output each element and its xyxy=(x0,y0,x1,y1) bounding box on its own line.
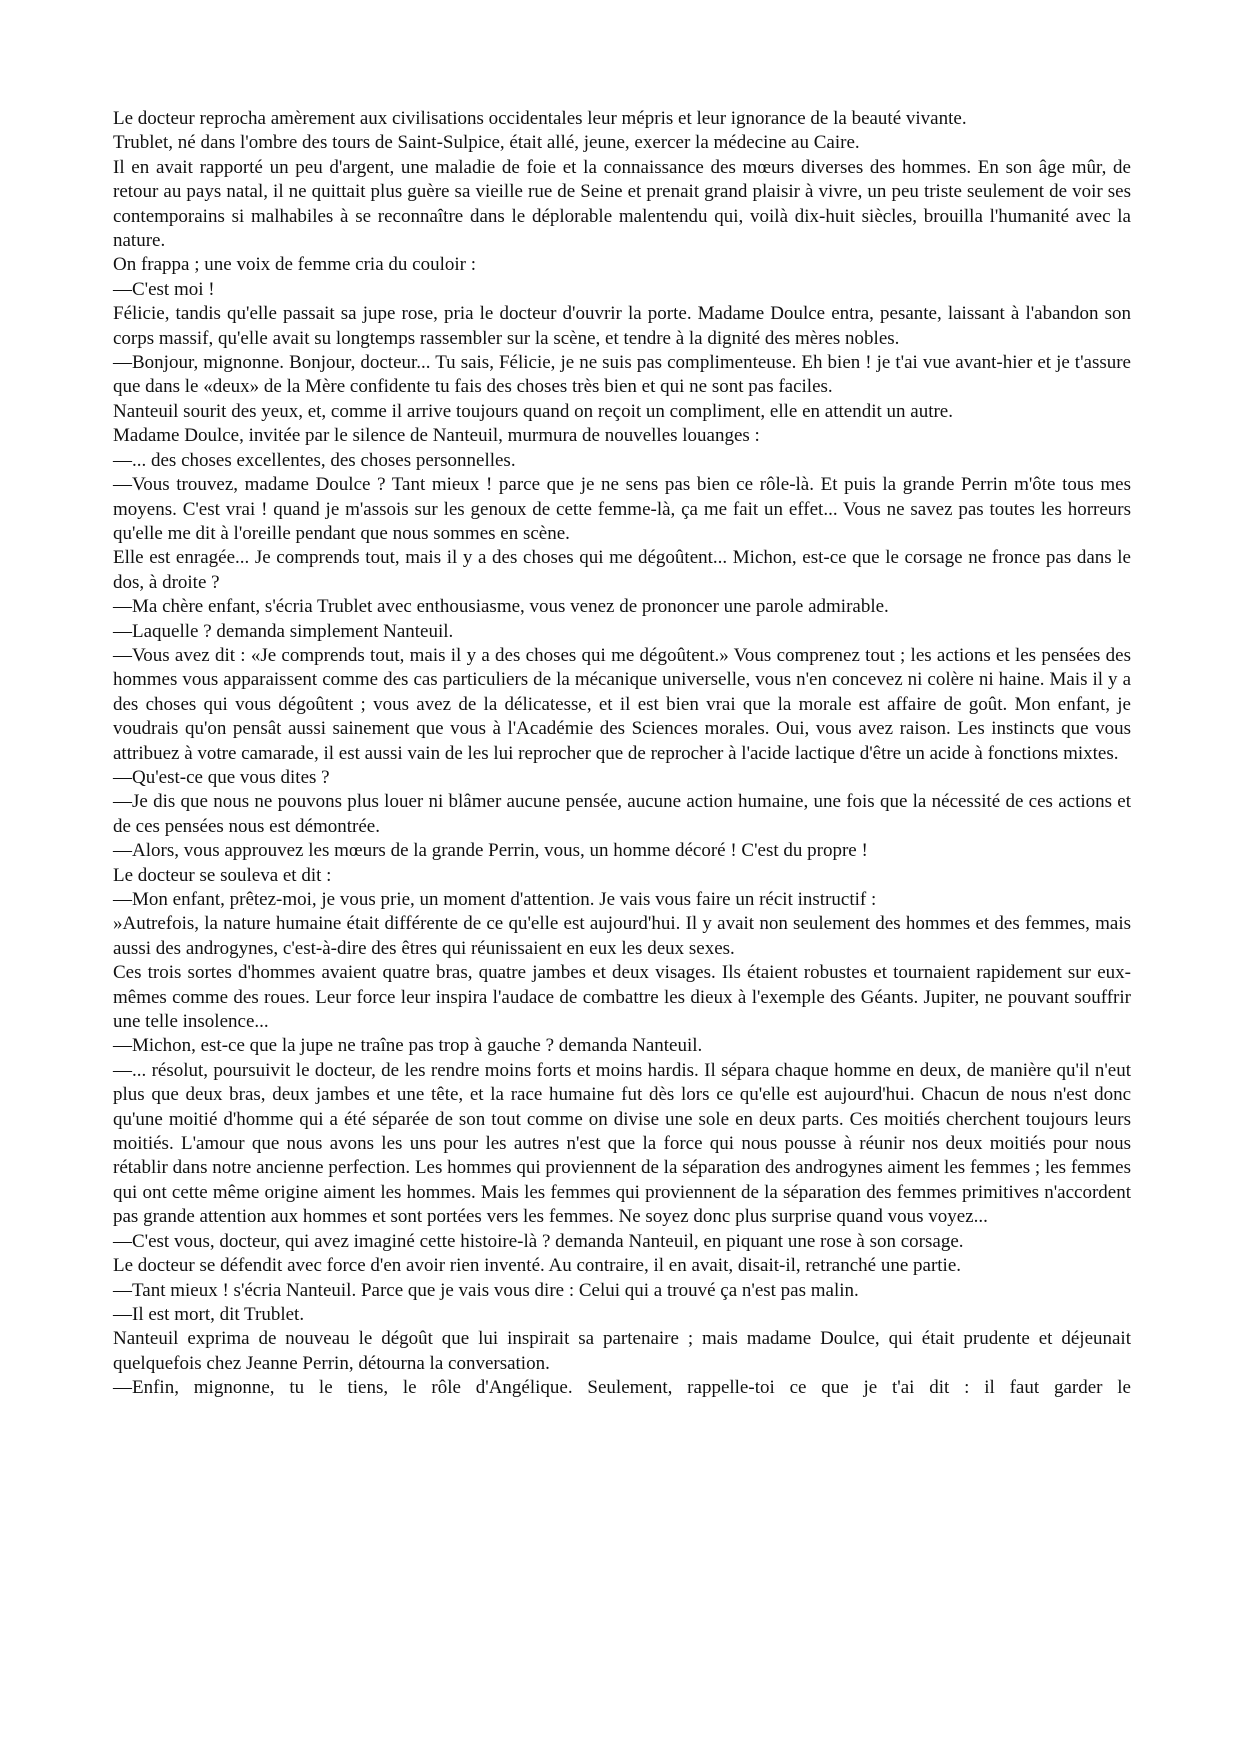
paragraph-21: »Autrefois, la nature humaine était différente de ce qu'elle est aujourd'hui. Il y avait non seulement des hommes et des femmes, mais aussi des androgynes, c'est-à-dire des êtres qui réunissaient en eux les deux sexes. xyxy=(113,913,1131,959)
paragraph-11: —Vous trouvez, madame Doulce ? Tant mieux ! parce que je ne sens pas bien ce rôle-là. Et puis la grande Perrin m'ôte tous mes moyens. C'est vrai ! quand je m'assois sur les genoux de cette femme-là, ça me fait un effet... Vous ne savez pas toutes les horreurs qu'elle me dit à l'oreille pendant que nous sommes en scène. xyxy=(113,474,1131,544)
paragraph-7: —Bonjour, mignonne. Bonjour, docteur... Tu sais, Félicie, je ne suis pas complimenteuse. Eh bien ! je t'ai vue avant-hier et je t'assure que dans le «deux» de la Mère confidente tu fais des choses très bien et qui ne sont pas faciles. xyxy=(113,352,1131,398)
paragraph-17: —Je dis que nous ne pouvons plus louer ni blâmer aucune pensée, aucune action humaine, une fois que la nécessité de ces actions et de ces pensées nous est démontrée. xyxy=(113,791,1131,837)
paragraph-10: —... des choses excellentes, des choses personnelles. xyxy=(113,449,516,471)
paragraph-24: —... résolut, poursuivit le docteur, de les rendre moins forts et moins hardis. Il sépara chaque homme en deux, de manière qu'il n'eut plus que deux bras, deux jambes et une tête, et la race humaine fut dès lors ce qu'elle est aujourd'hui. Chacun de nous n'est donc qu'une moitié d'homme qui a été séparée de son tout comme on divise une sole en deux parts. Ces moitiés cherchent toujours leurs moitiés. L'amour que nous avons les uns pour les autres n'est que la force qui nous pousse à réunir nos deux moitiés pour nous rétablir dans notre ancienne perfection. Les hommes qui proviennent de la séparation des androgynes aiment les femmes ; les femmes qui ont cette même origine aiment les hommes. Mais les femmes qui proviennent de la séparation des femmes primitives n'accordent pas grande attention aux hommes et sont portées vers les femmes. Ne soyez donc plus surprise quand vous voyez... xyxy=(113,1059,1131,1228)
paragraph-23: —Michon, est-ce que la jupe ne traîne pas trop à gauche ? demanda Nanteuil. xyxy=(113,1035,703,1057)
paragraph-30: —Enfin, mignonne, tu le tiens, le rôle d'Angélique. Seulement, rappelle-toi ce que je t'ai dit : il faut garder le xyxy=(113,1377,1131,1399)
paragraph-5: —C'est moi ! xyxy=(113,278,215,300)
paragraph-22: Ces trois sortes d'hommes avaient quatre bras, quatre jambes et deux visages. Ils étaient robustes et tournaient rapidement sur eux-mêmes comme des roues. Leur force leur inspira l'audace de combattre les dieux à l'exemple des Géants. Jupiter, ne pouvant souffrir une telle insolence... xyxy=(113,962,1131,1033)
paragraph-15: —Vous avez dit : «Je comprends tout, mais il y a des choses qui me dégoûtent.» Vous comprenez tout ; les actions et les pensées des hommes vous apparaissent comme des cas particuliers de la mécanique universelle, vous n'en concevez ni colère ni haine. Mais il y a des choses qui vous dégoûtent ; vous avez de la délicatesse, et il est bien vrai que la morale est affaire de goût. Mon enfant, je voudrais qu'on pensât aussi sainement que vous à l'Académie des Sciences morales. Oui, vous avez raison. Les instincts que vous attribuez à votre camarade, il est aussi vain de les lui reprocher que de reprocher à l'acide lactique d'être un acide à fonctions mixtes. xyxy=(113,644,1131,764)
document-page xyxy=(113,107,1131,1401)
paragraph-2: Trublet, né dans l'ombre des tours de Saint-Sulpice, était allé, jeune, exercer la médecine au Caire. xyxy=(113,132,860,154)
paragraph-18: —Alors, vous approuvez les mœurs de la grande Perrin, vous, un homme décoré ! C'est du propre ! xyxy=(113,840,868,862)
paragraph-1: Le docteur reprocha amèrement aux civilisations occidentales leur mépris et leur ignorance de la beauté vivante. xyxy=(113,108,967,129)
paragraph-9: Madame Doulce, invitée par le silence de Nanteuil, murmura de nouvelles louanges : xyxy=(113,425,760,447)
paragraph-27: —Tant mieux ! s'écria Nanteuil. Parce que je vais vous dire : Celui qui a trouvé ça n'est pas malin. xyxy=(113,1279,859,1301)
paragraph-16: —Qu'est-ce que vous dites ? xyxy=(113,766,330,788)
paragraph-19: Le docteur se souleva et dit : xyxy=(113,864,332,886)
paragraph-4: On frappa ; une voix de femme cria du couloir : xyxy=(113,254,476,276)
paragraph-26: Le docteur se défendit avec force d'en avoir rien inventé. Au contraire, il en avait, disait-il, retranché une partie. xyxy=(113,1255,962,1277)
paragraph-8: Nanteuil sourit des yeux, et, comme il arrive toujours quand on reçoit un compliment, elle en attendit un autre. xyxy=(113,400,953,422)
paragraph-6: Félicie, tandis qu'elle passait sa jupe rose, pria le docteur d'ouvrir la porte. Madame Doulce entra, pesante, laissant à l'abandon son corps massif, qu'elle avait su longtemps rassembler sur la scène, et tendre à la dignité des mères nobles. xyxy=(113,303,1131,349)
paragraph-14: —Laquelle ? demanda simplement Nanteuil. xyxy=(113,620,454,642)
paragraph-29: Nanteuil exprima de nouveau le dégoût que lui inspirait sa partenaire ; mais madame Doulce, qui était prudente et déjeunait quelquefois chez Jeanne Perrin, détourna la conversation. xyxy=(113,1328,1131,1374)
paragraph-25: —C'est vous, docteur, qui avez imaginé cette histoire-là ? demanda Nanteuil, en piquant une rose à son corsage. xyxy=(113,1230,964,1252)
paragraph-28: —Il est mort, dit Trublet. xyxy=(113,1303,305,1325)
paragraph-3: Il en avait rapporté un peu d'argent, une maladie de foie et la connaissance des mœurs diverses des hommes. En son âge mûr, de retour au pays natal, il ne quittait plus guère sa vieille rue de Seine et prenait grand plaisir à vivre, un peu triste seulement de voir ses contemporains si malhabiles à se reconnaître dans le déplorable malentendu qui, voilà dix-huit siècles, brouilla l'humanité avec la nature. xyxy=(113,156,1131,252)
paragraph-20: —Mon enfant, prêtez-moi, je vous prie, un moment d'attention. Je vais vous faire un récit instructif : xyxy=(113,889,877,910)
paragraph-12: Elle est enragée... Je comprends tout, mais il y a des choses qui me dégoûtent... Michon, est-ce que le corsage ne fronce pas dans le dos, à droite ? xyxy=(113,547,1131,593)
paragraph-13: —Ma chère enfant, s'écria Trublet avec enthousiasme, vous venez de prononcer une parole admirable. xyxy=(113,596,889,618)
